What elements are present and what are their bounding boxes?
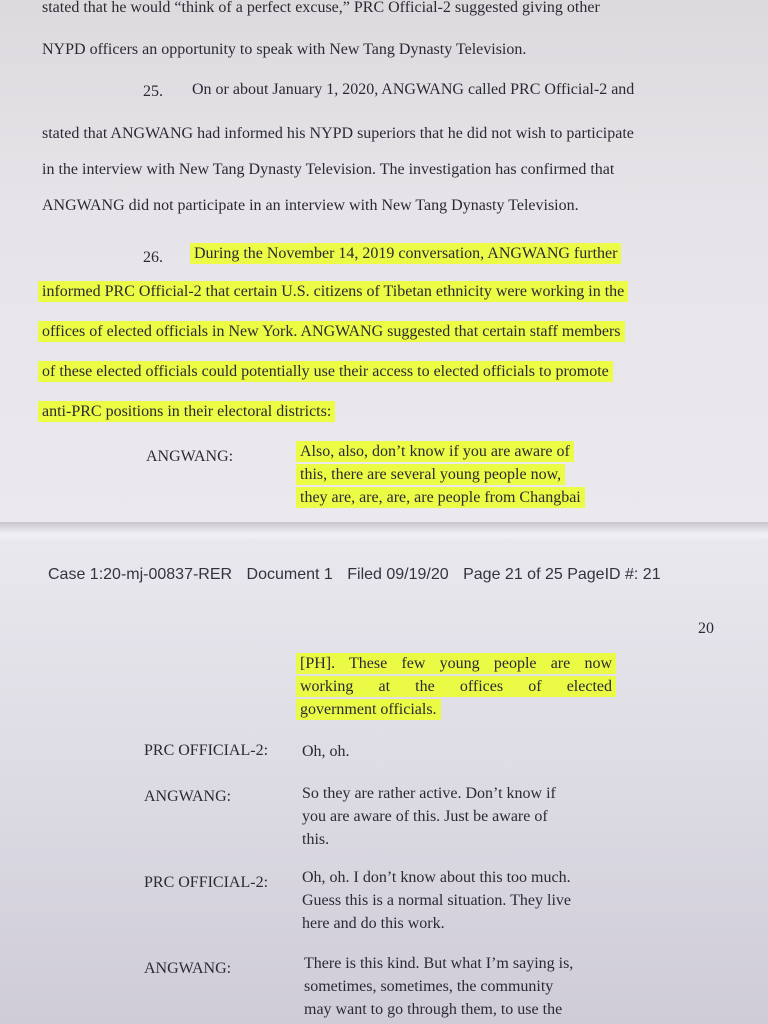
text-line: stated that he would “think of a perfect excuse,” PRC Official-2 suggested giving other: [42, 0, 600, 16]
quote-line: There is this kind. But what I’m saying is,: [304, 955, 574, 972]
highlighted-line: informed PRC Official-2 that certain U.S. citizens of Tibetan ethnicity were working in the: [42, 282, 624, 302]
quote-line: Oh, oh. I don’t know about this too much.: [302, 869, 571, 886]
court-filing-header: [48, 566, 671, 584]
text-line: ANGWANG did not participate in an interview with New Tang Dynasty Television.: [42, 197, 579, 214]
text-line: On or about January 1, 2020, ANGWANG called PRC Official-2 and: [192, 81, 635, 98]
speaker-label: ANGWANG:: [144, 788, 232, 805]
quote-block: [302, 740, 622, 763]
speaker-label: PRC OFFICIAL-2:: [144, 874, 269, 891]
highlighted-line: anti-PRC positions in their electoral districts:: [42, 402, 331, 422]
document-number: Document 1: [246, 566, 333, 583]
quote-line: here and do this work.: [302, 915, 445, 932]
page-number: 20: [698, 620, 714, 637]
quote-line: Also, also, don’t know if you are aware of: [296, 441, 574, 462]
paragraph-number: 26.: [143, 249, 163, 266]
quote-line: government officials.: [296, 699, 441, 720]
quote-line: this, there are several young people now,: [296, 464, 565, 485]
case-number: Case 1:20-mj-00837-RER: [48, 566, 233, 583]
quote-line: this.: [302, 831, 330, 848]
speaker-label: PRC OFFICIAL-2:: [144, 742, 269, 759]
speaker-label: ANGWANG:: [144, 960, 232, 977]
quote-block: [302, 782, 622, 851]
highlighted-line: of these elected officials could potentially use their access to elected officials to promote: [42, 362, 609, 382]
filed-date: Filed 09/19/20: [347, 566, 449, 583]
quote-line: Oh, oh.: [302, 743, 350, 760]
quote-line: they are, are, are, are people from Changbai: [296, 487, 585, 508]
paragraph-number: 25.: [143, 83, 163, 100]
text-line: stated that ANGWANG had informed his NYPD superiors that he did not wish to participate: [42, 125, 634, 142]
highlighted-line: During the November 14, 2019 conversation, ANGWANG further: [194, 244, 617, 264]
quote-line: you are aware of this. Just be aware of: [302, 808, 548, 825]
continuation-block: [300, 652, 612, 721]
quote-line: working at the offices of elected: [296, 676, 616, 697]
highlighted-line: offices of elected officials in New York. ANGWANG suggested that certain staff members: [42, 322, 621, 342]
speaker-label: ANGWANG:: [146, 448, 234, 465]
page-id: Page 21 of 25 PageID #: 21: [463, 566, 661, 583]
quote-block: [304, 952, 624, 1021]
quote-block: [302, 866, 622, 935]
quote-line: sometimes, sometimes, the community: [304, 978, 554, 995]
text-line: NYPD officers an opportunity to speak with New Tang Dynasty Television.: [42, 41, 527, 58]
text-line: in the interview with New Tang Dynasty Television. The investigation has confirmed that: [42, 161, 615, 178]
quote-line: Guess this is a normal situation. They live: [302, 892, 572, 909]
quote-line: [PH]. These few young people are now: [296, 653, 616, 674]
quote-line: may want to go through them, to use the: [304, 1001, 563, 1018]
quote-block: [300, 440, 620, 509]
quote-line: So they are rather active. Don’t know if: [302, 785, 556, 802]
